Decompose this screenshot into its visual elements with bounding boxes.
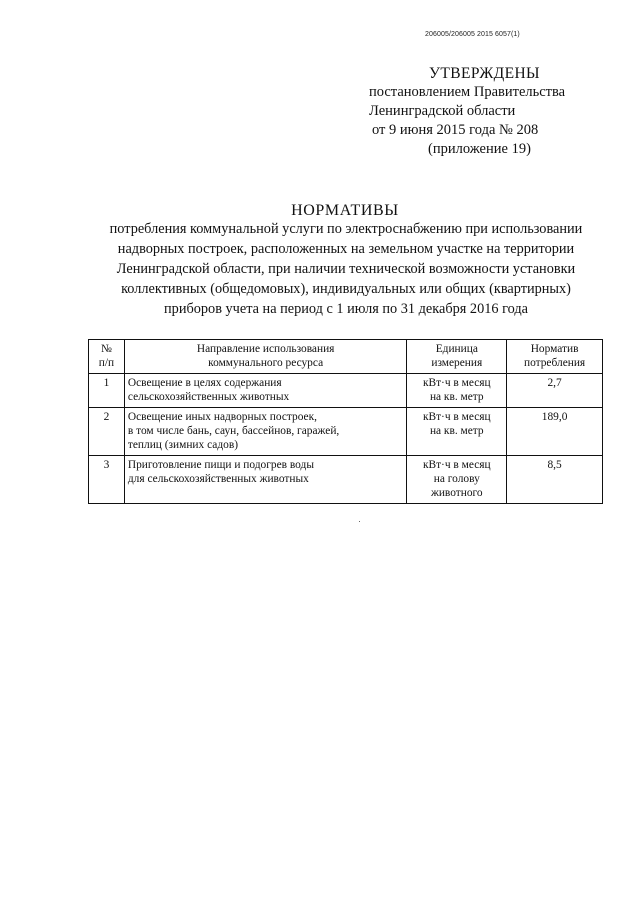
- approval-line: Ленинградской области: [369, 103, 516, 119]
- approval-line: от 9 июня 2015 года № 208: [372, 122, 539, 138]
- row-number: 2: [89, 408, 125, 456]
- header-norm: Норматив потребления: [507, 340, 603, 374]
- scan-speck: [359, 521, 360, 522]
- row-direction: Приготовление пищи и подогрев воды для сельскохозяйственных животных: [124, 456, 407, 504]
- document-subtitle: [88, 219, 604, 319]
- approval-line: постановлением Правительства: [369, 84, 566, 100]
- subtitle-line: надворных построек, расположенных на земельном участке на территории: [117, 241, 575, 257]
- approval-line: (приложение 19): [428, 141, 531, 157]
- row-direction: Освещение иных надворных построек, в том числе бань, саун, бассейнов, гаражей, теплиц (зимних садов): [124, 408, 407, 456]
- norms-table: [88, 339, 603, 504]
- approval-block: [360, 64, 585, 159]
- table-header-row: [89, 340, 603, 374]
- subtitle-line: Ленинградской области, при наличии технической возможности установки: [116, 261, 576, 277]
- header-direction: Направление использования коммунального ресурса: [124, 340, 407, 374]
- row-unit: кВт·ч в месяц на кв. метр: [407, 408, 507, 456]
- header-unit: Единица измерения: [407, 340, 507, 374]
- subtitle-line: приборов учета на период с 1 июля по 31 декабря 2016 года: [164, 301, 528, 317]
- row-unit: кВт·ч в месяц на кв. метр: [407, 374, 507, 408]
- row-direction: Освещение в целях содержания сельскохозяйственных животных: [124, 374, 407, 408]
- row-value: 189,0: [507, 408, 603, 456]
- row-number: 1: [89, 374, 125, 408]
- table-row: [89, 456, 603, 504]
- subtitle-line: потребления коммунальной услуги по электроснабжению при использовании: [109, 221, 583, 237]
- approval-title: УТВЕРЖДЕНЫ: [429, 65, 540, 82]
- row-number: 3: [89, 456, 125, 504]
- row-value: 8,5: [507, 456, 603, 504]
- document-title: НОРМАТИВЫ: [291, 202, 399, 219]
- document-stamp-number: 206005/206005 2015 6057(1): [425, 31, 520, 38]
- header-number: № п/п: [89, 340, 125, 374]
- row-unit: кВт·ч в месяц на голову животного: [407, 456, 507, 504]
- table-row: [89, 408, 603, 456]
- row-value: 2,7: [507, 374, 603, 408]
- subtitle-line: коллективных (общедомовых), индивидуальных или общих (квартирных): [121, 281, 571, 297]
- table-row: [89, 374, 603, 408]
